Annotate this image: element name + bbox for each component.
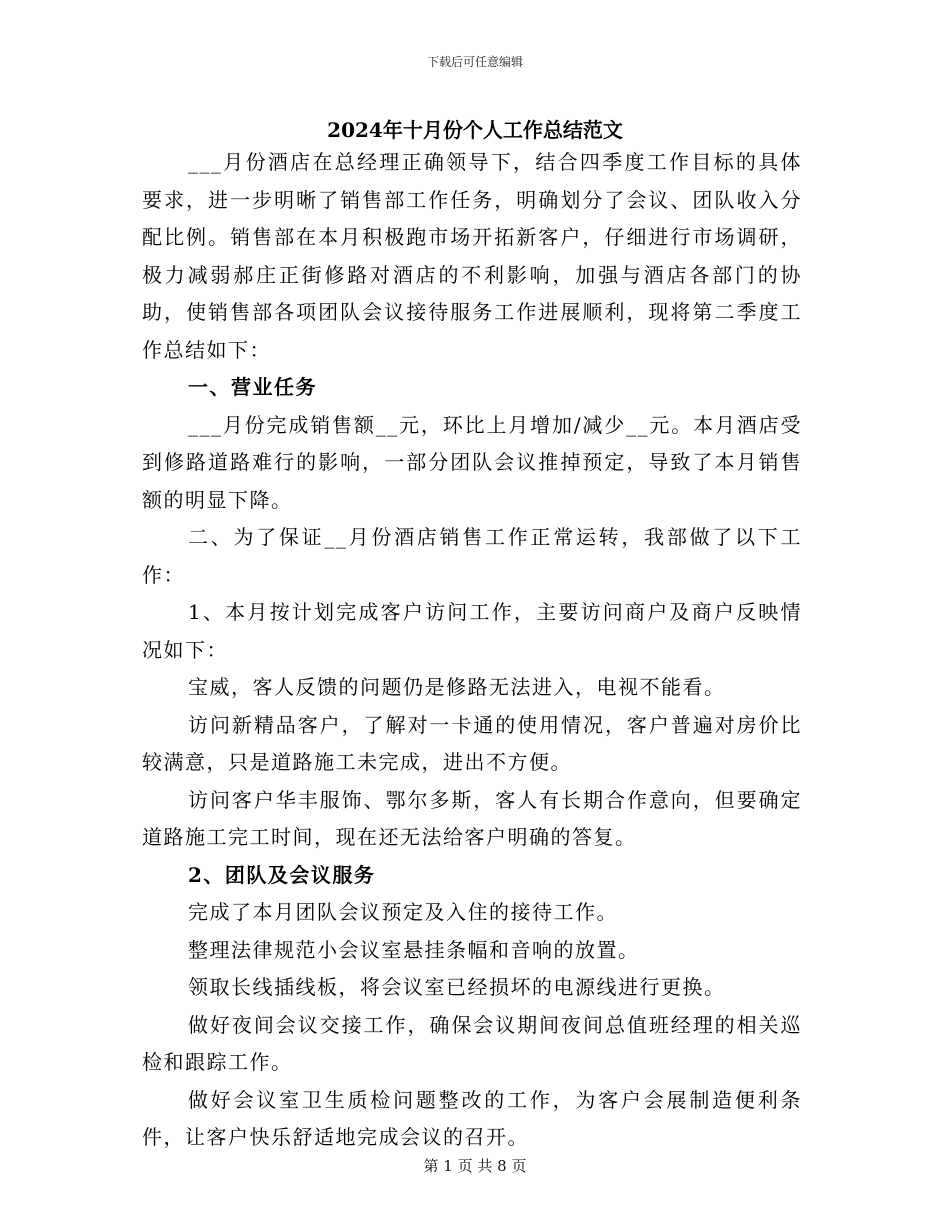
intro-paragraph: ___月份酒店在总经理正确领导下，结合四季度工作目标的具体要求，进一步明晰了销售部工作任务，明确划分了会议、团队收入分配比例。销售部在本月积极跑市场开拓新客户，仔细进行市场调研，极力减弱郝庄正街修路对酒店的不利影响，加强与酒店各部门的协助，使销售部各项团队会议接待服务工作进展顺利，现将第二季度工作总结如下： — [142, 150, 802, 362]
section-heading-team-meeting: 2、团队及会议服务 — [188, 862, 376, 887]
new-client-paragraph: 访问新精品客户，了解对一卡通的使用情况，客户普遍对房价比较满意，只是道路施工未完成，进出不方便。 — [142, 712, 802, 774]
page-header-note: 下载后可任意编辑 — [426, 55, 523, 69]
hygiene-paragraph: 做好会议室卫生质检问题整改的工作，为客户会展制造便利条件，让客户快乐舒适地完成会议的召开。 — [142, 1087, 802, 1149]
reception-paragraph: 完成了本月团队会议预定及入住的接待工作。 — [188, 900, 618, 924]
work-intro-paragraph: 二、为了保证__月份酒店销售工作正常运转，我部做了以下工作： — [142, 525, 802, 587]
section-heading-business-task: 一、营业任务 — [188, 375, 317, 399]
baowei-paragraph: 宝威，客人反馈的问题仍是修路无法进入，电视不能看。 — [188, 675, 726, 699]
client-visit-paragraph: 1、本月按计划完成客户访问工作，主要访问商户及商户反映情况如下： — [142, 600, 802, 662]
document-title: 2024年十月份个人工作总结范文 — [327, 118, 623, 142]
page-number: 第 1 页 共 8 页 — [423, 1157, 527, 1175]
sales-paragraph: ___月份完成销售额__元，环比上月增加/减少__元。本月酒店受到修路道路难行的影响，一部分团队会议推掉预定，导致了本月销售额的明显下降。 — [142, 412, 802, 512]
power-strip-paragraph: 领取长线插线板，将会议室已经损坏的电源线进行更换。 — [188, 975, 726, 999]
banner-paragraph: 整理法律规范小会议室悬挂条幅和音响的放置。 — [188, 937, 640, 962]
night-handover-paragraph: 做好夜间会议交接工作，确保会议期间夜间总值班经理的相关巡检和跟踪工作。 — [142, 1012, 802, 1074]
huafeng-paragraph: 访问客户华丰服饰、鄂尔多斯，客人有长期合作意向，但要确定道路施工完工时间，现在还无法给客户明确的答复。 — [142, 787, 802, 849]
document-body — [142, 144, 802, 1157]
